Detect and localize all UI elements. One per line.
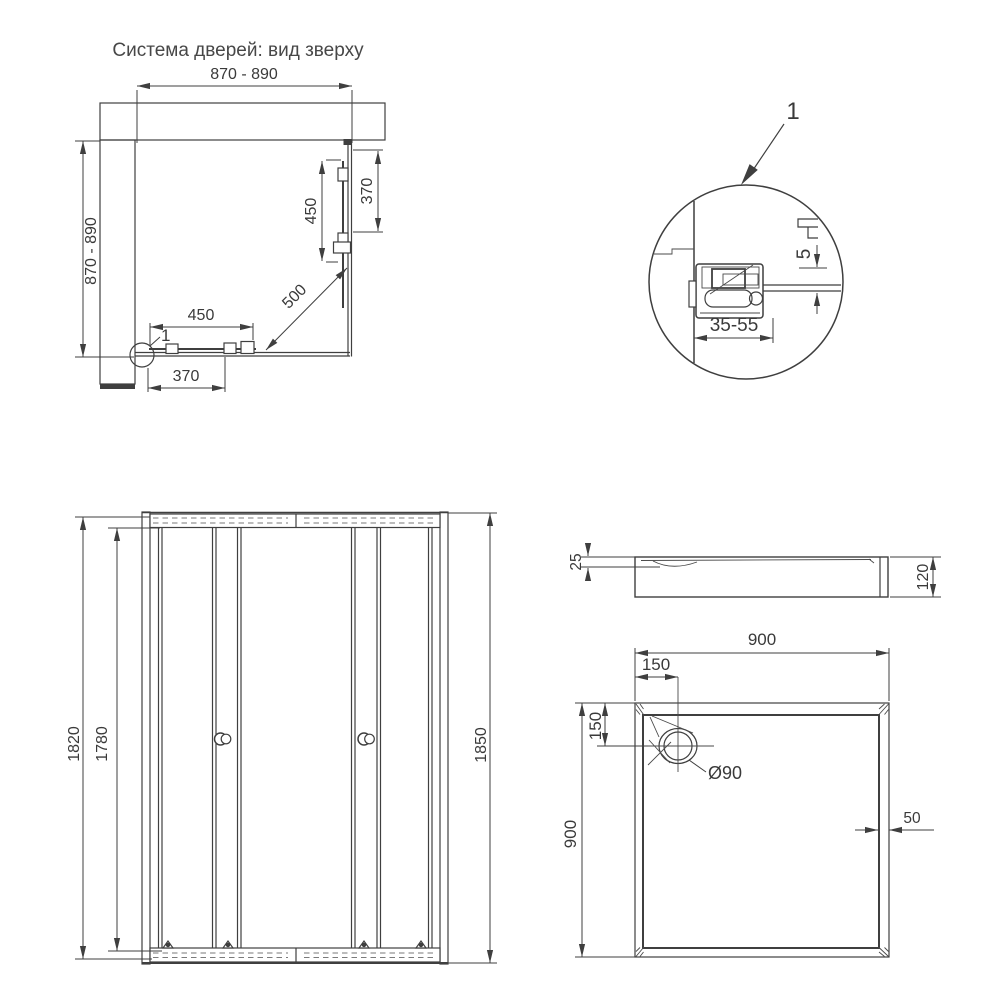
roller-clamp	[224, 343, 236, 354]
dim-drain-y-label: 150	[586, 711, 605, 741]
detail-glass-panel	[763, 285, 841, 291]
door-knob-right	[358, 733, 374, 745]
tray-outer-rim	[635, 703, 889, 957]
dim-diagonal-opening	[266, 268, 347, 350]
wall-top-brick-band	[100, 103, 385, 140]
dim-width-top	[137, 66, 352, 143]
dim-bottom-fixed-label: 450	[187, 307, 215, 324]
bottom-rollers	[163, 941, 426, 948]
dim-tray-width-label: 900	[747, 630, 777, 649]
detail-wall-profile	[689, 264, 763, 318]
detail-top-bracket	[798, 219, 818, 238]
dim-tray-height-label: 120	[915, 563, 932, 591]
top-view	[75, 66, 385, 392]
door-end-bracket	[241, 342, 254, 354]
dim-diagonal-label: 500	[279, 281, 311, 313]
dim-side-door-label: 370	[359, 177, 376, 205]
dim-glass-gap	[794, 245, 827, 314]
frame-profile-right	[440, 512, 448, 964]
bottom-rail	[142, 948, 448, 963]
detail-ref-number: 1	[786, 98, 800, 125]
door-knob-left	[215, 733, 231, 745]
dim-drain-x-label: 150	[641, 655, 671, 674]
dim-bottom-door	[148, 357, 225, 392]
wall-left-brick-band	[100, 140, 135, 384]
tray-side-view	[568, 545, 941, 597]
dim-profile-range-label: 35-55	[709, 315, 759, 336]
dim-width-left	[75, 141, 134, 357]
dim-total-height	[448, 513, 497, 963]
detail-callout-number: 1	[161, 326, 171, 345]
dim-tray-depth-label: 25	[568, 553, 585, 571]
dim-total-height-label: 1850	[473, 727, 490, 763]
roller-clamp	[338, 168, 348, 181]
dim-drain-x	[635, 655, 678, 677]
tray-side-outline	[635, 557, 888, 597]
front-view	[66, 512, 497, 964]
dim-door-height-label: 1820	[66, 726, 83, 762]
dim-side-door	[353, 150, 383, 232]
dim-side-fixed-label: 450	[303, 197, 320, 225]
dim-width-top-label: 870 - 890	[210, 66, 278, 83]
wall-left-end-cap	[100, 384, 135, 389]
right-glass-assembly	[334, 139, 353, 357]
dim-glass-gap-label: 5	[794, 248, 815, 260]
dim-profile-range	[694, 315, 773, 343]
top-rail	[150, 514, 440, 528]
detail-wall-edge	[654, 249, 694, 254]
dim-bottom-door-label: 370	[172, 368, 200, 385]
glass-panels	[159, 528, 433, 949]
dim-glass-height-label: 1780	[94, 726, 111, 762]
door-end-bracket	[334, 242, 351, 253]
detail-view	[649, 98, 843, 379]
dim-tray-length-label: 900	[561, 819, 580, 849]
roller-clamp	[166, 344, 178, 354]
dim-drain-diameter-label: Ø90	[708, 763, 743, 783]
dim-rim-width-label: 50	[903, 810, 921, 827]
dim-glass-height	[94, 528, 162, 951]
tray-top-view	[561, 630, 934, 957]
drawing-title: Система дверей: вид зверху	[112, 40, 364, 61]
dim-tray-height	[890, 557, 941, 597]
frame-profile-left	[142, 512, 150, 964]
dim-width-left-label: 870 - 890	[83, 217, 100, 285]
dim-tray-width	[635, 630, 889, 701]
